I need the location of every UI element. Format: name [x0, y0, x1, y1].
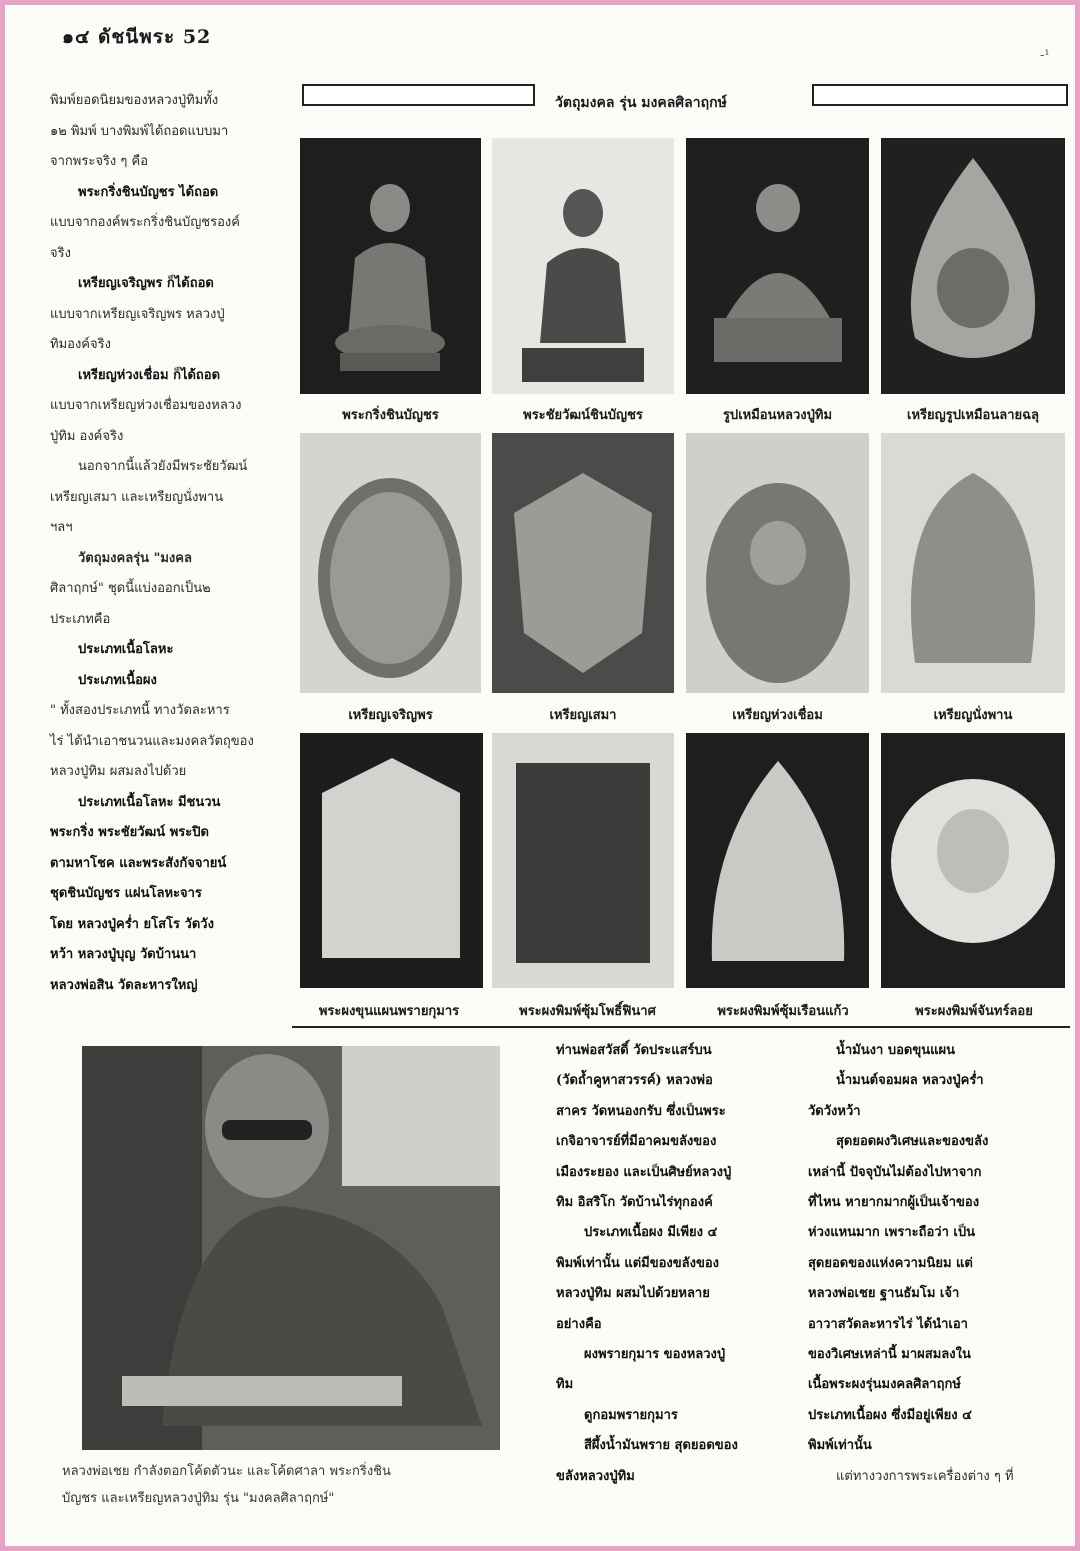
amulet-photo-chan-loi	[881, 733, 1065, 988]
page-header: ๑๔ ดัชนีพระ 52	[62, 26, 212, 48]
text-line: ชุดชินบัญชร แผ่นโลหะจาร	[50, 886, 202, 901]
caption-line: บัญชร และเหรียญหลวงปู่ทิม รุ่น "มงคลศิลาฤกษ์"	[62, 1491, 335, 1506]
text-line: แบบจากเหรียญเจริญพร หลวงปู่	[50, 306, 225, 322]
buddha-figure-icon	[300, 138, 481, 394]
amulet-caption: รูปเหมือนหลวงปู่ทิม	[722, 408, 833, 423]
right-text-column	[808, 1036, 1058, 1492]
text-line: หลวงพ่อเชย ฐานธัมโม เจ้า	[808, 1286, 960, 1302]
amulet-caption: พระผงพิมพ์ซุ้มโพธิ์ฟินาศ	[519, 1004, 656, 1019]
text-line: ประเภทเนื้อผง ซึ่งมีอยู่เพียง ๔	[808, 1407, 972, 1423]
powder-amulet-icon	[686, 733, 869, 988]
text-line: เกจิอาจารย์ที่มีอาคมขลังของ	[556, 1134, 717, 1150]
throne-coin-icon	[881, 433, 1065, 693]
text-line: หว้า หลวงปู่บุญ วัดบ้านนา	[50, 947, 197, 962]
oval-coin-icon	[300, 433, 481, 693]
text-line: เหรียญเสมา และเหรียญนั่งพาน	[50, 489, 224, 505]
text-line: จริง	[50, 245, 71, 261]
text-line: ผงพรายกุมาร ของหลวงปู่	[584, 1347, 726, 1363]
text-line: วัดวังหว้า	[808, 1103, 861, 1119]
text-line: อาวาสวัดละหารไร่ ได้นำเอา	[808, 1316, 968, 1332]
round-medal-icon	[881, 733, 1065, 988]
text-line: ประเภทเนื้อโลหะ มีชนวน	[78, 794, 221, 810]
text-line: แบบจากองค์พระกริ่งชินบัญชรองค์	[50, 215, 240, 230]
text-line: น้ำมนต์จอมผล หลวงปู่คร่ำ	[836, 1073, 984, 1089]
amulet-caption: พระผงพิมพ์ซุ้มเรือนแก้ว	[717, 1004, 849, 1019]
text-line: หลวงปู่ทิม ผสมไปด้วยหลาย	[556, 1286, 710, 1302]
amulet-photo-chaiyawat	[492, 138, 674, 394]
text-line: ประเภทคือ	[50, 611, 111, 627]
text-line: พิมพ์เท่านั้น	[808, 1438, 872, 1454]
amulet-photo-ruenkaew	[686, 733, 869, 988]
series-title: วัตถุมงคล รุ่น มงคลศิลาฤกษ์	[555, 95, 727, 111]
sema-coin-icon	[492, 433, 674, 693]
text-line: ปู่ทิม องค์จริง	[50, 428, 124, 444]
text-line: พระกริ่ง พระชัยวัฒน์ พระปิด	[50, 825, 209, 840]
text-line: สาคร วัดหนองกรับ ซึ่งเป็นพระ	[556, 1103, 726, 1119]
text-line: " ทั้งสองประเภทนี้ ทางวัดละหาร	[50, 703, 230, 718]
amulet-photo-throne-coin	[881, 433, 1065, 693]
text-line: ที่ไหน หายากมากผู้เป็นเจ้าของ	[808, 1195, 980, 1211]
amulet-caption: เหรียญเจริญพร	[348, 708, 433, 723]
text-line: ขลังหลวงปู่ทิม	[556, 1468, 635, 1484]
text-line: เหรียญห่วงเชื่อม ก็ได้ถอด	[78, 367, 221, 383]
text-line: พิมพ์เท่านั้น แต่มีของขลังของ	[556, 1255, 719, 1271]
amulet-caption: เหรียญรูปเหมือนลายฉลุ	[907, 408, 1039, 423]
amulet-photo-khunphaen	[300, 733, 483, 988]
monk-statue-icon	[686, 138, 869, 394]
photo-caption	[62, 1458, 532, 1512]
text-line: สุดยอดของแห่งความนิยม แต่	[808, 1255, 973, 1271]
ornate-pendant-icon	[881, 138, 1065, 394]
monk-portrait-icon	[82, 1046, 500, 1450]
amulet-caption: พระผงขุนแผนพรายกุมาร	[318, 1004, 460, 1019]
text-line: แบบจากเหรียญห่วงเชื่อมของหลวง	[50, 398, 242, 413]
section-divider	[292, 1026, 1070, 1028]
text-line: หลวงพ่อสิน วัดละหารใหญ่	[50, 977, 198, 993]
amulet-photo-sema-coin	[492, 433, 674, 693]
text-line: แต่ทางวงการพระเครื่องต่าง ๆ ที่	[836, 1468, 1014, 1484]
corner-mark: -¹	[1040, 48, 1050, 63]
amulet-photo-bodhi-niche	[492, 733, 674, 988]
text-line: ประเภทเนื้อผง มีเพียง ๔	[584, 1225, 718, 1241]
text-line: เนื้อพระผงรุ่นมงคลศิลาฤกษ์	[808, 1377, 961, 1393]
amulet-photo-buddha-seated	[300, 138, 481, 394]
text-line: นอกจากนี้แล้วยังมีพระชัยวัฒน์	[78, 459, 248, 474]
amulet-photo-ornate-pendant	[881, 138, 1065, 394]
text-line: ไร่ ได้นำเอาชนวนและมงคลวัตถุของ	[50, 733, 254, 749]
left-text-column	[50, 86, 288, 1001]
text-line: เหล่านี้ ปัจจุบันไม่ต้องไปหาจาก	[808, 1164, 982, 1180]
text-line: ฯลฯ	[50, 520, 73, 535]
text-line: ห่วงแหนมาก เพราะถือว่า เป็น	[808, 1225, 975, 1241]
text-line: พิมพ์ยอดนิยมของหลวงปู่ทิมทั้ง	[50, 93, 219, 108]
text-line: พระกริ่งชินบัญชร ได้ถอด	[78, 184, 219, 200]
caption-line: หลวงพ่อเชย กำลังตอกโค้ดตัวนะ และโค้ดศาลา พระกริ่งชิน	[62, 1464, 391, 1479]
text-line: อย่างคือ	[556, 1316, 602, 1332]
amulet-caption: พระผงพิมพ์จันทร์ลอย	[915, 1004, 1033, 1019]
powder-amulet-icon	[300, 733, 483, 988]
amulet-caption: เหรียญเสมา	[549, 708, 617, 723]
portrait-coin-icon	[686, 433, 869, 693]
text-line: ท่านพ่อสวัสดิ์ วัดประแสร์บน	[556, 1043, 712, 1058]
amulet-caption: พระชัยวัฒน์ชินบัญชร	[523, 408, 643, 423]
amulet-caption: พระกริ่งชินบัญชร	[342, 408, 439, 423]
text-line: (วัดถ้ำคูหาสวรรค์) หลวงพ่อ	[556, 1073, 713, 1089]
buddha-figure-icon	[492, 138, 674, 394]
text-line: ทิม อิสริโก วัดบ้านไร่ทุกองค์	[556, 1195, 713, 1211]
middle-text-column	[556, 1036, 798, 1492]
amulet-caption: เหรียญนั่งพาน	[933, 708, 1013, 723]
text-line: ตามหาโชค และพระสังกัจจายน์	[50, 855, 227, 871]
text-line: วัตถุมงคลรุ่น "มงคล	[78, 550, 192, 566]
amulet-caption: เหรียญห่วงเชื่อม	[732, 708, 823, 723]
title-frame-left	[302, 84, 535, 106]
amulet-photo-oval-coin	[300, 433, 481, 693]
text-line: โดย หลวงปู่คร่ำ ยโสโร วัดวัง	[50, 916, 214, 932]
text-line: หลวงปู่ทิม ผสมลงไปด้วย	[50, 764, 187, 779]
text-line: ทิมองค์จริง	[50, 337, 111, 352]
text-line: ๑๒ พิมพ์ บางพิมพ์ได้ถอดแบบมา	[50, 123, 229, 139]
text-line: จากพระจริง ๆ คือ	[50, 154, 149, 169]
amulet-photo-portrait-coin	[686, 433, 869, 693]
text-line: ของวิเศษเหล่านี้ มาผสมลงใน	[808, 1347, 971, 1363]
text-line: สุดยอดผงวิเศษและของขลัง	[836, 1134, 989, 1150]
text-line: สีผึ้งน้ำมันพราย สุดยอดของ	[584, 1438, 738, 1454]
text-line: ดูกอมพรายกุมาร	[584, 1407, 678, 1423]
text-line: เมืองระยอง และเป็นศิษย์หลวงปู่	[556, 1164, 732, 1180]
text-line: ทิม	[556, 1377, 574, 1393]
text-line: น้ำมันงา บอดขุนแผน	[836, 1043, 955, 1058]
text-line: เหรียญเจริญพร ก็ได้ถอด	[78, 276, 214, 291]
text-line: ศิลาฤกษ์" ชุดนี้แบ่งออกเป็น๒	[50, 581, 211, 596]
powder-amulet-icon	[492, 733, 674, 988]
amulet-photo-monk-statue	[686, 138, 869, 394]
text-line: ประเภทเนื้อโลหะ	[78, 642, 174, 657]
title-frame-right	[812, 84, 1068, 106]
text-line: ประเภทเนื้อผง	[78, 672, 157, 688]
monk-working-photo	[82, 1046, 500, 1450]
